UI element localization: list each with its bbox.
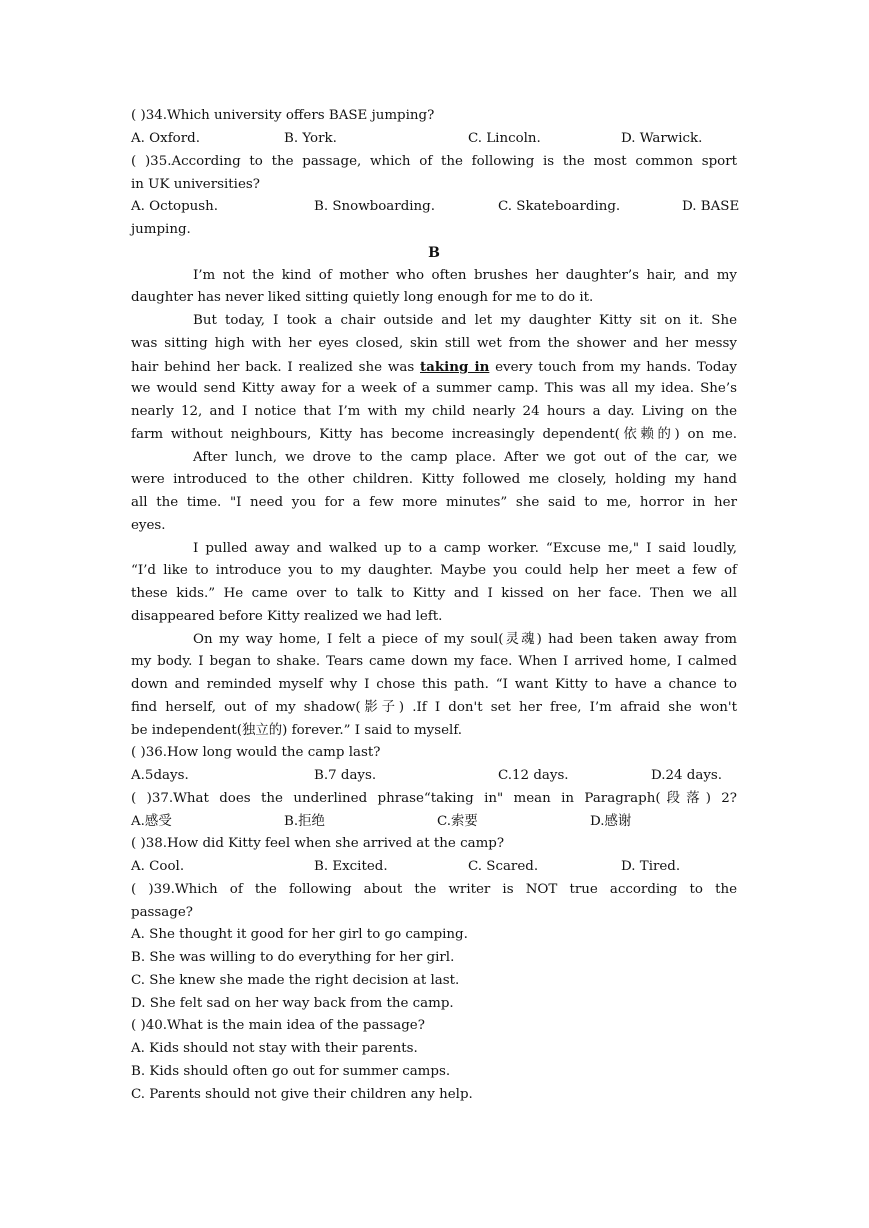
text-fragment: every touch from my hands. Today <box>489 360 738 375</box>
option-a: A.感受 <box>131 814 172 829</box>
option-d: D.24 days. <box>651 768 723 783</box>
paragraph-5-line: On my way home, I felt a piece of my soul(灵魂) had been taken away from <box>193 632 737 647</box>
question-39-option-d: D. She felt sad on her way back from the camp. <box>131 996 454 1011</box>
paragraph-3-line: After lunch, we drove to the camp place. After we got out of the car, we <box>193 450 737 465</box>
paragraph-4-line: I pulled away and walked up to a camp worker. “Excuse me," I said loudly, <box>193 541 737 556</box>
option-c: C.12 days. <box>498 768 569 783</box>
paragraph-2-line: But today, I took a chair outside and let my daughter Kitty sit on it. She <box>193 313 737 328</box>
option-d: D. Tired. <box>621 859 681 874</box>
question-38-stem: ( )38.How did Kitty feel when she arrived at the camp? <box>131 836 505 851</box>
paragraph-2-line: we would send Kitty away for a week of a summer camp. This was all my idea. She’s <box>131 381 737 396</box>
paragraph-3-line: all the time. "I need you for a few more minutes” she said to me, horror in her <box>131 495 737 510</box>
paragraph-2-line: farm without neighbours, Kitty has become increasingly dependent(依赖的) on me. <box>131 427 737 442</box>
paragraph-5-line: be independent(独立的) forever.” I said to myself. <box>131 723 463 738</box>
question-34-stem: ( )34.Which university offers BASE jumping? <box>131 108 435 123</box>
question-39-option-c: C. She knew she made the right decision at last. <box>131 973 460 988</box>
paragraph-4-line: these kids.” He came over to talk to Kitty and I kissed on her face. Then we all <box>131 586 737 601</box>
option-d: D.感谢 <box>590 814 632 829</box>
option-d: D. BASE <box>682 199 740 214</box>
question-39-stem: ( )39.Which of the following about the writer is NOT true according to the <box>131 882 737 897</box>
paragraph-5-line: my body. I began to shake. Tears came down my face. When I arrived home, I calmed <box>131 654 737 669</box>
paragraph-2-line: nearly 12, and I notice that I’m with my child nearly 24 hours a day. Living on the <box>131 404 737 419</box>
option-b: B.拒绝 <box>284 814 325 829</box>
question-35-stem: ( )35.According to the passage, which of the following is the most common sport <box>131 154 737 169</box>
section-title: B <box>428 245 440 261</box>
underlined-phrase: taking in <box>420 359 490 375</box>
paragraph-1-line: daughter has never liked sitting quietly long enough for me to do it. <box>131 290 594 305</box>
option-b: B. Snowboarding. <box>314 199 435 214</box>
paragraph-1-line: I’m not the kind of mother who often brushes her daughter’s hair, and my <box>193 268 737 283</box>
question-39-option-a: A. She thought it good for her girl to go camping. <box>131 927 468 942</box>
option-b: B. Excited. <box>314 859 388 874</box>
paragraph-2-line: was sitting high with her eyes closed, skin still wet from the shower and her messy <box>131 336 737 351</box>
question-40-option-a: A. Kids should not stay with their parents. <box>131 1041 418 1056</box>
question-40-stem: ( )40.What is the main idea of the passage? <box>131 1018 425 1033</box>
question-40-option-b: B. Kids should often go out for summer camps. <box>131 1064 451 1079</box>
question-35-options-cont: jumping. <box>131 222 191 237</box>
option-c: C. Lincoln. <box>468 131 541 146</box>
option-b: B. York. <box>284 131 337 146</box>
paragraph-5-line: find herself, out of my shadow(影子) .If I don't set her free, I’m afraid she won't <box>131 700 737 715</box>
paragraph-4-line: disappeared before Kitty realized we had left. <box>131 609 443 624</box>
question-39-option-b: B. She was willing to do everything for her girl. <box>131 950 455 965</box>
question-37-stem: ( )37.What does the underlined phrase“taking in" mean in Paragraph(段落) 2? <box>131 791 737 806</box>
paragraph-2-line <box>131 356 737 380</box>
option-b: B.7 days. <box>314 768 377 783</box>
option-d: D. Warwick. <box>621 131 703 146</box>
option-a: A.5days. <box>131 768 189 783</box>
question-40-option-c: C. Parents should not give their children any help. <box>131 1087 473 1102</box>
option-c: C. Skateboarding. <box>498 199 621 214</box>
paragraph-3-line: eyes. <box>131 518 166 533</box>
option-a: A. Octopush. <box>131 199 219 214</box>
paragraph-3-line: were introduced to the other children. Kitty followed me closely, holding my hand <box>131 472 737 487</box>
question-35-stem-cont: in UK universities? <box>131 177 260 192</box>
option-c: C.索要 <box>437 814 478 829</box>
paragraph-5-line: down and reminded myself why I chose this path. “I want Kitty to have a chance to <box>131 677 737 692</box>
paragraph-4-line: “I’d like to introduce you to my daughter. Maybe you could help her meet a few of <box>131 563 737 578</box>
option-a: A. Cool. <box>131 859 185 874</box>
question-39-stem-cont: passage? <box>131 905 193 920</box>
text-fragment: hair behind her back. I realized she was <box>131 360 420 375</box>
option-c: C. Scared. <box>468 859 539 874</box>
option-a: A. Oxford. <box>131 131 200 146</box>
question-36-stem: ( )36.How long would the camp last? <box>131 745 381 760</box>
